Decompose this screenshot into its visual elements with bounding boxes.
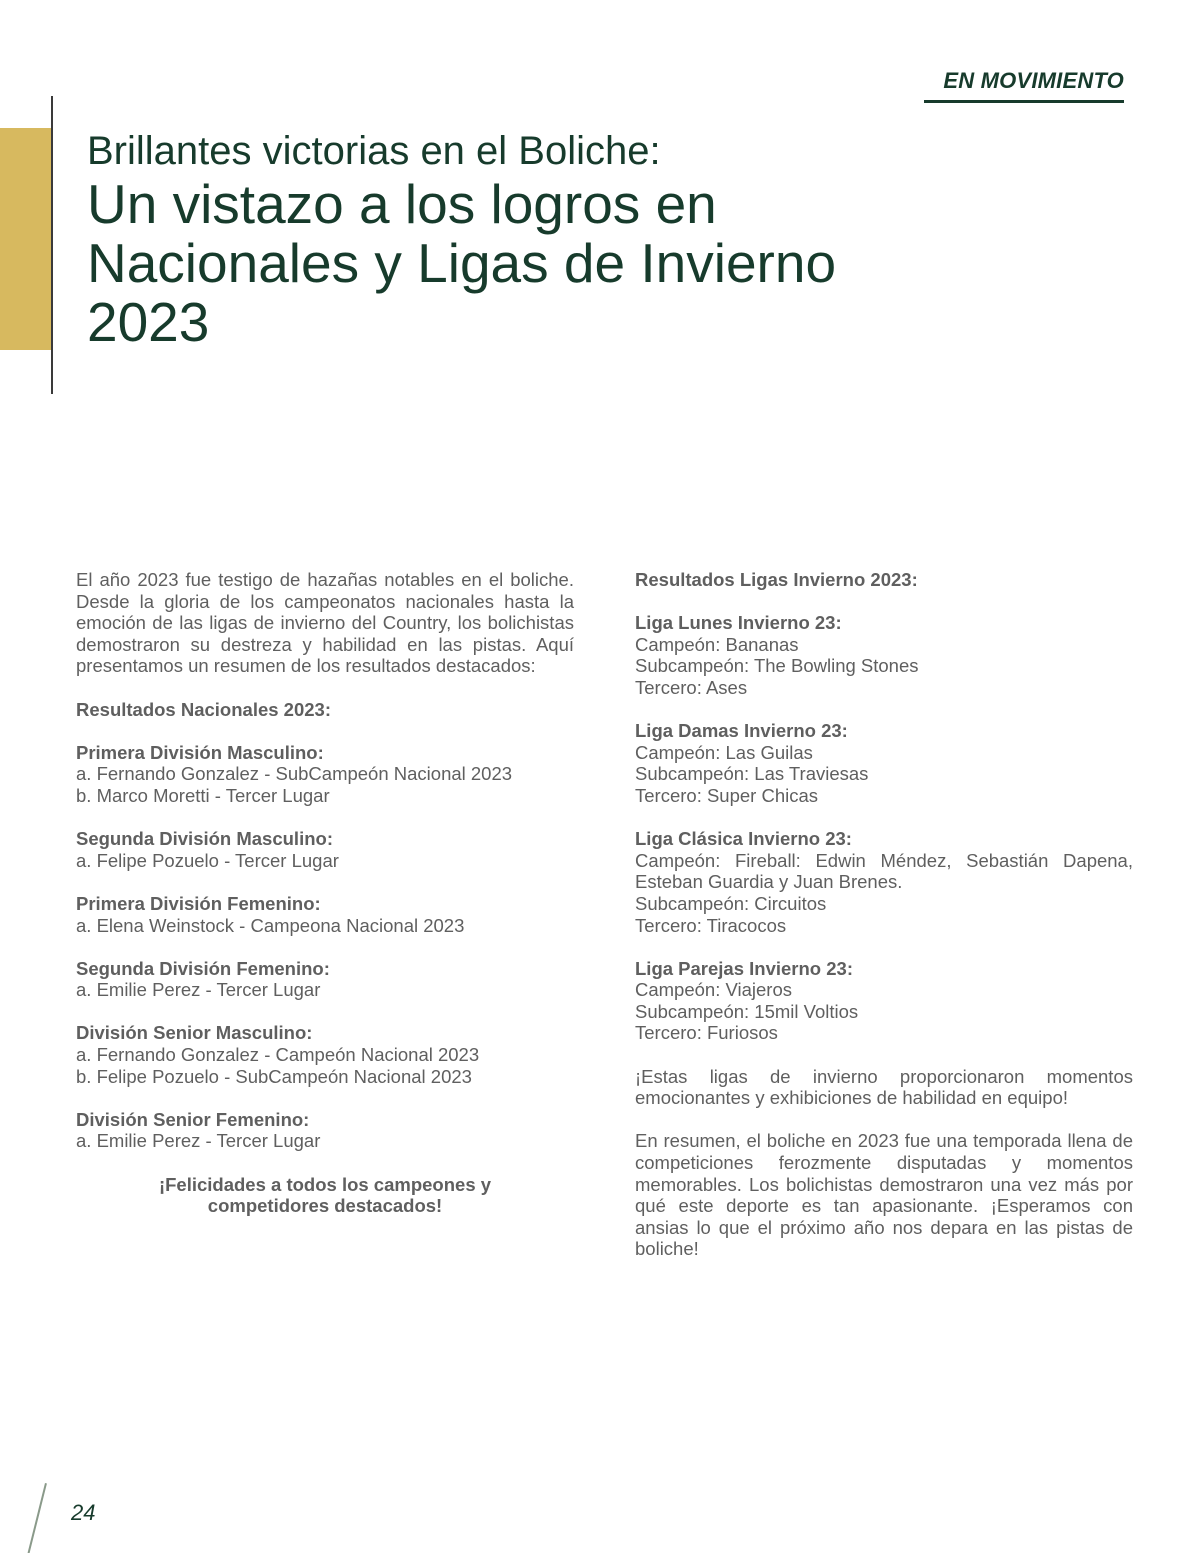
- section-label: EN MOVIMIENTO: [943, 68, 1124, 93]
- division-title: División Senior Femenino:: [76, 1108, 310, 1130]
- right-column: [635, 569, 1133, 1260]
- division-result: b. Marco Moretti - Tercer Lugar: [76, 784, 330, 806]
- league-title: Liga Clásica Invierno 23:: [635, 828, 852, 850]
- division-result: a. Elena Weinstock - Campeona Nacional 2023: [76, 914, 465, 936]
- nacionales-heading: Resultados Nacionales 2023:: [76, 698, 331, 720]
- division-result: b. Felipe Pozuelo - SubCampeón Nacional 2023: [76, 1065, 472, 1087]
- league-title: Liga Damas Invierno 23:: [635, 720, 848, 742]
- league-result: Campeón: Las Guilas: [635, 741, 813, 763]
- division-title: Segunda División Femenino:: [76, 957, 330, 979]
- page-number-slash: [28, 1483, 47, 1553]
- left-column: [76, 569, 574, 1217]
- article-kicker: Brillantes victorias en el Boliche:: [87, 129, 661, 173]
- division-result: a. Emilie Perez - Tercer Lugar: [76, 979, 321, 1001]
- division-result: a. Fernando Gonzalez - SubCampeón Nacional 2023: [76, 763, 513, 785]
- gold-accent-bar: [0, 128, 52, 350]
- intro-paragraph: El año 2023 fue testigo de hazañas notables en el boliche. Desde la gloria de los campeonatos nacionales hasta la emoción de las ligas de invierno del Country, los bolichistas demostraron su destreza y habilidad en las pistas. Aquí presentamos un resumen de los resultados destacados:: [76, 569, 574, 677]
- headline-line-2: Nacionales y Ligas de Invierno: [87, 232, 837, 294]
- division-title: Primera División Femenino:: [76, 892, 321, 914]
- league-result: Tercero: Furiosos: [635, 1022, 778, 1044]
- congrats-line-2: competidores destacados!: [207, 1195, 443, 1217]
- division-title: Primera División Masculino:: [76, 741, 324, 763]
- title-vertical-rule: [51, 96, 53, 394]
- league-result: Subcampeón: The Bowling Stones: [635, 655, 919, 677]
- league-title: Liga Lunes Invierno 23:: [635, 612, 842, 634]
- division-result: a. Emilie Perez - Tercer Lugar: [76, 1130, 321, 1152]
- ligas-heading: Resultados Ligas Invierno 2023:: [635, 569, 918, 590]
- division-title: Segunda División Masculino:: [76, 828, 333, 850]
- league-result: Tercero: Tiracocos: [635, 914, 787, 936]
- page-number: 24: [71, 1500, 96, 1525]
- division-result: a. Felipe Pozuelo - Tercer Lugar: [76, 849, 339, 871]
- closing-paragraph-1: ¡Estas ligas de invierno proporcionaron momentos emocionantes y exhibiciones de habilidad en equipo!: [635, 1065, 1133, 1109]
- headline-line-1: Un vistazo a los logros en: [87, 173, 717, 235]
- league-result: Tercero: Super Chicas: [635, 784, 819, 806]
- congrats-line-1: ¡Felicidades a todos los campeones y: [158, 1173, 492, 1195]
- league-result: Campeón: Bananas: [635, 633, 799, 655]
- league-title: Liga Parejas Invierno 23:: [635, 957, 853, 979]
- league-result: Subcampeón: 15mil Voltios: [635, 1000, 859, 1022]
- league-result: Tercero: Ases: [635, 676, 748, 698]
- division-title: División Senior Masculino:: [76, 1022, 313, 1044]
- division-result: a. Fernando Gonzalez - Campeón Nacional 2023: [76, 1044, 480, 1066]
- section-underline: [924, 100, 1124, 103]
- league-result: Subcampeón: Las Traviesas: [635, 763, 869, 785]
- closing-paragraph-2: En resumen, el boliche en 2023 fue una temporada llena de competiciones ferozmente disputadas y momentos memorables. Los bolichistas demostraron una vez más por qué este deporte es tan apasionante. ¡Esperamos con ansias lo que el próximo año nos depara en las pistas de boliche!: [635, 1130, 1133, 1260]
- league-result: Campeón: Fireball: Edwin Méndez, Sebastián Dapena, Esteban Guardia y Juan Brenes.: [635, 849, 1133, 893]
- league-result: Subcampeón: Circuitos: [635, 892, 827, 914]
- headline-line-3: 2023: [87, 291, 210, 353]
- article-headline: [87, 175, 1087, 352]
- league-result: Campeón: Viajeros: [635, 979, 792, 1001]
